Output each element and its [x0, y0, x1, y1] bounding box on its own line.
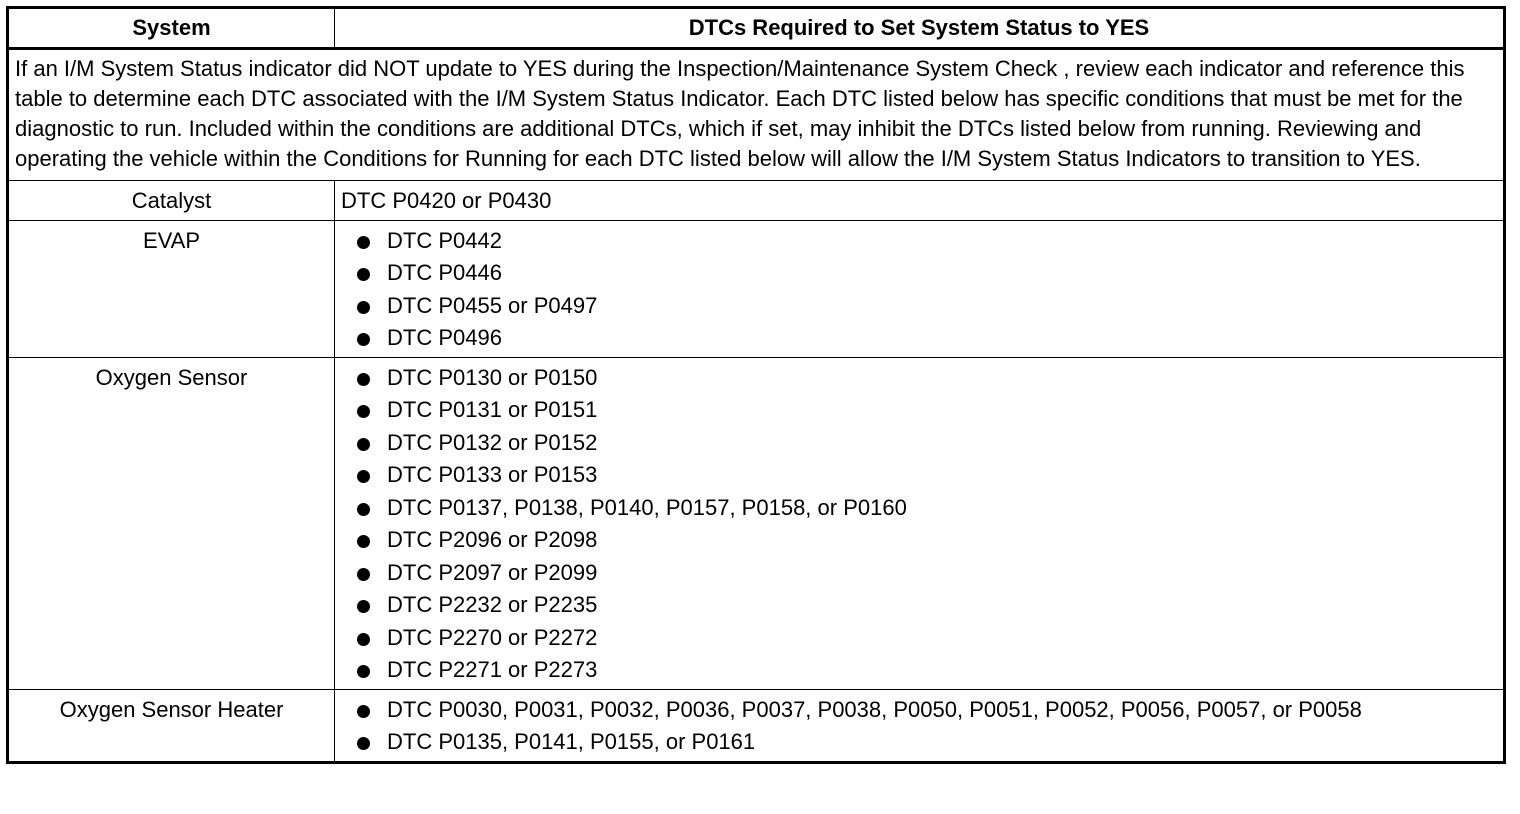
list-item	[341, 394, 1497, 427]
dtc-item-text: DTC P0131 or P0151	[387, 397, 598, 422]
intro-text: If an I/M System Status indicator did NOT update to YES during the Inspection/Maintenance System Check , review each indicator and reference this table to determine each DTC associated with the I/M System Status Indicator. Each DTC listed below has specific conditions that must be met for the diagnostic to run. Included within the conditions are additional DTCs, which if set, may inhibit the DTCs listed below from running. Reviewing and operating the vehicle within the Conditions for Running for each DTC listed below will allow the I/M System Status Indicators to transition to YES.	[8, 49, 1505, 181]
list-item	[341, 726, 1497, 759]
dtc-status-table	[6, 6, 1506, 764]
dtc-item-text: DTC P0442	[387, 227, 502, 253]
dtc-list-cell	[335, 357, 1505, 689]
list-item	[341, 427, 1497, 460]
dtc-item-text: DTC P0030, P0031, P0032, P0036, P0037, P0038, P0050, P0051, P0052, P0056, P0057, or P0058	[387, 696, 1362, 722]
dtc-list	[341, 694, 1497, 759]
list-item	[341, 290, 1497, 323]
list-item	[341, 322, 1497, 355]
list-item	[341, 694, 1497, 727]
dtc-item-text: DTC P0135, P0141, P0155, or P0161	[387, 729, 756, 754]
dtc-item-text: DTC P0137, P0138, P0140, P0157, P0158, or P0160	[387, 494, 907, 520]
header-system: System	[8, 8, 335, 49]
table-row-evap	[8, 220, 1505, 357]
list-item	[341, 589, 1497, 622]
dtc-item-text: DTC P0496	[387, 325, 502, 350]
bullet-icon	[357, 470, 370, 483]
bullet-icon	[357, 535, 370, 548]
bullet-icon	[357, 600, 370, 613]
bullet-icon	[357, 503, 370, 516]
dtc-list	[341, 225, 1497, 355]
dtc-item-text: DTC P2232 or P2235	[387, 592, 598, 617]
bullet-icon	[357, 633, 370, 646]
intro-row	[8, 49, 1505, 181]
dtc-list	[341, 362, 1497, 687]
bullet-icon	[357, 236, 370, 249]
header-dtcs: DTCs Required to Set System Status to YES	[335, 8, 1505, 49]
list-item	[341, 492, 1497, 525]
system-name: Oxygen Sensor	[8, 357, 335, 689]
dtc-item-text: DTC P0132 or P0152	[387, 429, 598, 455]
system-name: Catalyst	[8, 181, 335, 221]
list-item	[341, 459, 1497, 492]
dtc-list-cell	[335, 220, 1505, 357]
header-row	[8, 8, 1505, 49]
list-item	[341, 654, 1497, 687]
bullet-icon	[357, 737, 370, 750]
dtc-item-text: DTC P0130 or P0150	[387, 364, 598, 390]
system-name: EVAP	[8, 220, 335, 357]
dtc-item-text: DTC P2097 or P2099	[387, 559, 598, 585]
bullet-icon	[357, 268, 370, 281]
dtc-item-text: DTC P2270 or P2272	[387, 624, 598, 650]
list-item	[341, 524, 1497, 557]
bullet-icon	[357, 665, 370, 678]
bullet-icon	[357, 568, 370, 581]
dtc-value: DTC P0420 or P0430	[335, 181, 1505, 221]
bullet-icon	[357, 333, 370, 346]
bullet-icon	[357, 301, 370, 314]
system-name: Oxygen Sensor Heater	[8, 689, 335, 762]
dtc-item-text: DTC P2271 or P2273	[387, 657, 598, 682]
table-row-oxygen-sensor-heater	[8, 689, 1505, 762]
list-item	[341, 557, 1497, 590]
list-item	[341, 257, 1497, 290]
list-item	[341, 622, 1497, 655]
list-item	[341, 225, 1497, 258]
table-row-catalyst	[8, 181, 1505, 221]
bullet-icon	[357, 438, 370, 451]
dtc-list-cell	[335, 689, 1505, 762]
dtc-item-text: DTC P0133 or P0153	[387, 462, 598, 487]
list-item	[341, 362, 1497, 395]
bullet-icon	[357, 405, 370, 418]
dtc-item-text: DTC P0455 or P0497	[387, 292, 598, 318]
dtc-item-text: DTC P2096 or P2098	[387, 527, 598, 552]
dtc-item-text: DTC P0446	[387, 260, 502, 285]
bullet-icon	[357, 705, 370, 718]
bullet-icon	[357, 373, 370, 386]
table-row-oxygen-sensor	[8, 357, 1505, 689]
